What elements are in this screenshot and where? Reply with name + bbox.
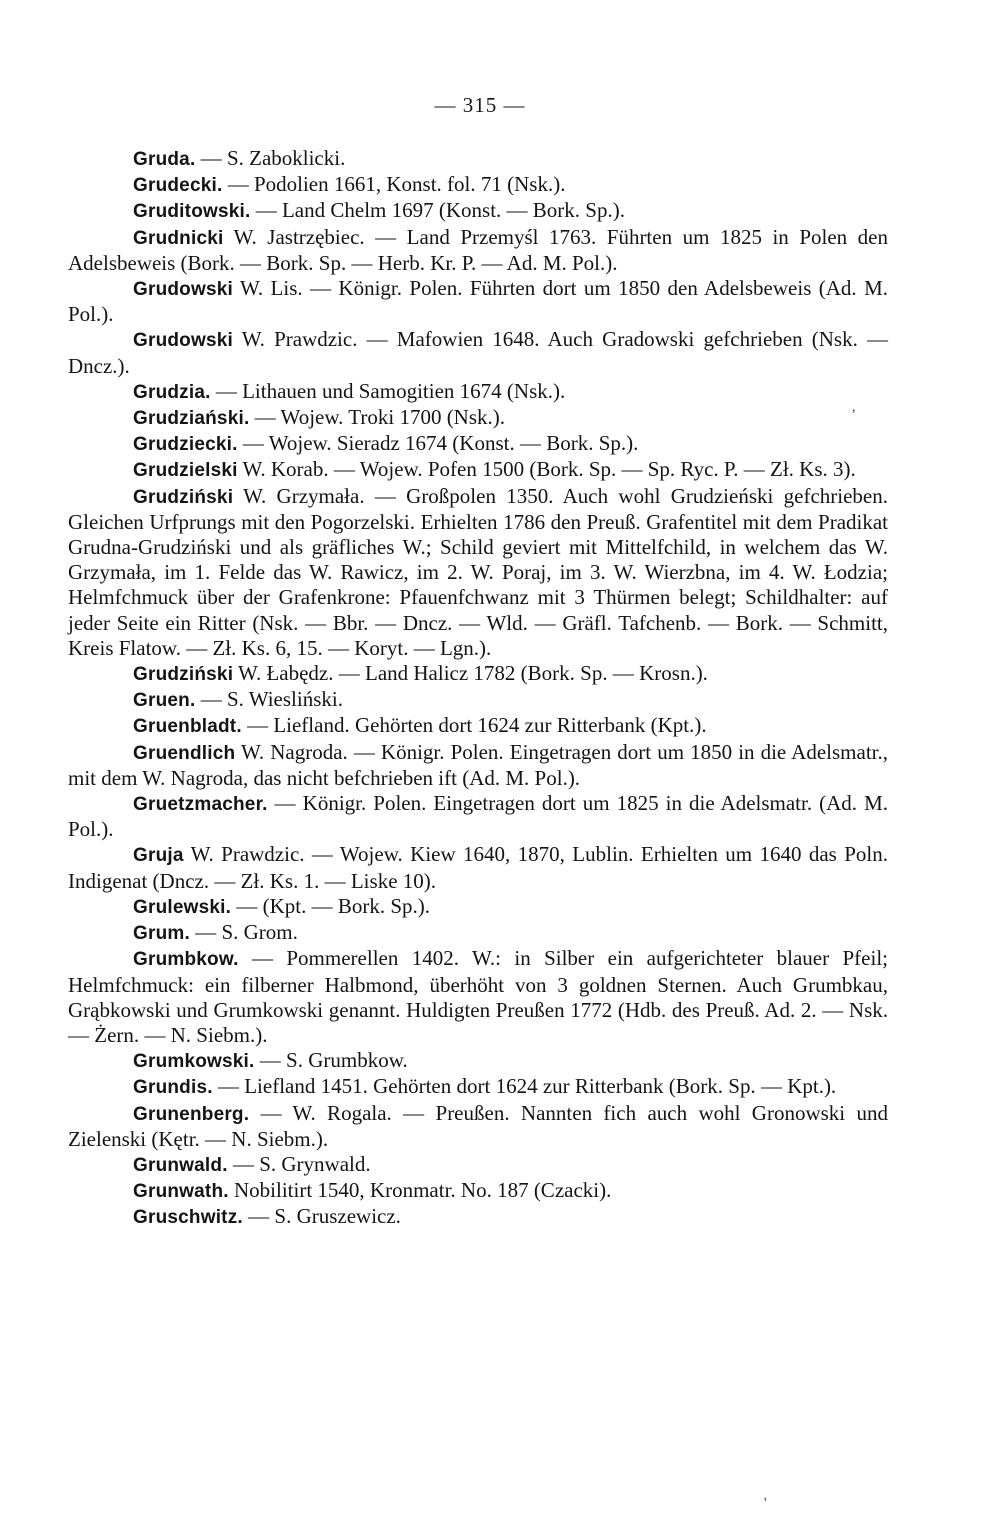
entry-text: — Wojew. Troki 1700 (Nsk.). [249,405,506,430]
entry-headword: Gruetzmacher. [133,794,268,816]
entry [68,1178,888,1204]
entry-text: W. Jastrzębiec. — Land Przemyśl 1763. Führten um 1825 in Polen den Adelsbeweis (Bork. — Bork. Sp. — Herb. Kr. P. — Ad. M. Pol.). [68,224,888,275]
entry-text: Nobilitirt 1540, Kronmatr. No. 187 (Czacki). [228,1178,612,1203]
entry-text: W. Łabędz. — Land Halicz 1782 (Bork. Sp. — Krosn.). [233,661,708,686]
entry-headword: Grunenberg. [133,1103,250,1125]
entry-headword: Grudziański. [133,408,250,430]
entry-text: — Liefland 1451. Gehörten dort 1624 zur Ritterbank (Bork. Sp. — Kpt.). [212,1074,837,1099]
entry [68,431,888,457]
entry-headword: Grunwald. [133,1154,228,1176]
entry-list [68,146,888,1231]
entry [68,198,888,224]
entry-text: — S. Wiesliński. [195,687,343,712]
entry [68,457,888,483]
entry-text: — W. Rogala. — Preußen. Nannten fich auch wohl Gronowski und Zielenski (Kętr. — N. Siebm.). [68,1100,888,1151]
entry-headword: Gruenbladt. [133,716,242,738]
stray-mark: , [852,400,856,415]
entry-text: W. Nagroda. — Königr. Polen. Eingetragen dort um 1850 in die Adelsmatr., mit dem W. Nagroda, das nicht befchrieben ift (Ad. M. Pol.). [68,739,888,790]
entry-text: — Pommerellen 1402. W.: in Silber ein aufgerichteter blauer Pfeil; Helmfchmuck: ein filberner Halbmond, überhöht von 3 goldnen Sternen. Auch Grumbkau, Grąbkowski und Grumkowski genannt. Huldigten Preußen 1772 (Hdb. des Preuß. Ad. 2. — Nsk. — Żern. — N. Siebm.). [68,946,888,1047]
entry [68,379,888,405]
entry [68,172,888,198]
entry-headword: Grudnicki [133,227,224,249]
entry-text: W. Grzymała. — Großpolen 1350. Auch wohl Grudzieński gefchrieben. Gleichen Urfprungs mit den Pogorzelski. Erhielten 1786 den Preuß. Grafentitel mit dem Pradikat Grudna-Grudziński und als gräfliches W.; Schild geviert mit Mittelfchild, in welchem das W. Grzymała, im 1. Felde das W. Rawicz, im 2. W. Poraj, im 3. W. Wierzbna, im 4. W. Łodzia; Helmfchmuck über der Grafenkrone: Pfauenfchwanz mit 3 Thürmen belegt; Schildhalter: auf jeder Seite ein Ritter (Nsk. — Bbr. — Dncz. — Wld. — Gräfl. Tafchenb. — Bork. — Schmitt, Kreis Flatow. — Zł. Ks. 6, 15. — Koryt. — Lgn.). [68,483,888,660]
entry-headword: Grudziński [133,486,234,508]
entry-headword: Grumbkow. [133,949,239,971]
entry-text: — Podolien 1661, Konst. fol. 71 (Nsk.). [222,172,566,197]
entry-headword: Gruditowski. [133,201,251,223]
entry-headword: Grudzielski [133,460,238,482]
entry [68,146,888,172]
entry-text: W. Prawdzic. — Mafowien 1648. Auch Gradowski gefchrieben (Nsk. — Dncz.). [68,327,888,378]
entry [68,484,888,661]
entry [68,1074,888,1100]
entry-headword: Grudzia. [133,381,211,403]
entry-headword: Grunwath. [133,1181,229,1203]
entry [68,791,888,842]
entry-text: — S. Grom. [189,920,298,945]
entry-headword: Grudowski [133,330,233,352]
entry [68,276,888,327]
entry [68,946,888,1048]
entry-text: W. Korab. — Wojew. Pofen 1500 (Bork. Sp. — Sp. Ryc. P. — Zł. Ks. 3). [237,457,856,482]
entry-headword: Grudziński [133,664,234,686]
entry-headword: Gruen. [133,690,196,712]
entry-headword: Gruendlich [133,742,236,764]
entry-text: — Lithauen und Samogitien 1674 (Nsk.). [210,378,566,403]
entry [68,920,888,946]
entry-headword: Grudowski [133,279,233,301]
entry [68,1101,888,1152]
entry-text: W. Lis. — Königr. Polen. Führten dort um 1850 den Adelsbeweis (Ad. M. Pol.). [68,276,888,327]
entry [68,661,888,687]
entry-headword: Gruja [133,845,184,867]
entry-headword: Grudziecki. [133,434,238,456]
entry [68,687,888,713]
entry [68,713,888,739]
entry-headword: Grulewski. [133,896,232,918]
entry-headword: Grundis. [133,1077,213,1099]
page-number: — 315 — [434,93,526,117]
entry-text: — S. Gruszewicz. [242,1204,401,1229]
entry-text: — S. Zaboklicki. [195,146,346,170]
entry [68,894,888,920]
entry-text: — Königr. Polen. Eingetragen dort um 1825 in die Adelsmatr. (Ad. M. Pol.). [68,791,888,842]
entry-text: W. Prawdzic. — Wojew. Kiew 1640, 1870, Lublin. Erhielten um 1640 das Poln. Indigenat (Dncz. — Zł. Ks. 1. — Liske 10). [68,842,888,893]
entry-headword: Gruda. [133,149,196,170]
entry-text: — S. Grynwald. [227,1151,371,1176]
entry-headword: Grudecki. [133,175,223,197]
entry [68,327,888,378]
entry [68,1048,888,1074]
entry-headword: Grumkowski. [133,1051,255,1073]
entry-headword: Grum. [133,923,190,945]
entry-text: — (Kpt. — Bork. Sp.). [231,893,431,918]
entry-text: — Wojew. Sieradz 1674 (Konst. — Bork. Sp.). [237,431,639,456]
stray-mark: ' [764,1496,767,1511]
entry-text: — Liefland. Gehörten dort 1624 zur Ritterbank (Kpt.). [241,713,707,738]
entry-text: — Land Chelm 1697 (Konst. — Bork. Sp.). [250,198,625,223]
entry [68,1204,888,1230]
entry-text: — S. Grumbkow. [254,1048,408,1073]
entry [68,405,888,431]
entry [68,1152,888,1178]
entry-headword: Gruschwitz. [133,1207,243,1229]
entry [68,842,888,893]
entry [68,225,888,276]
entry [68,740,888,791]
